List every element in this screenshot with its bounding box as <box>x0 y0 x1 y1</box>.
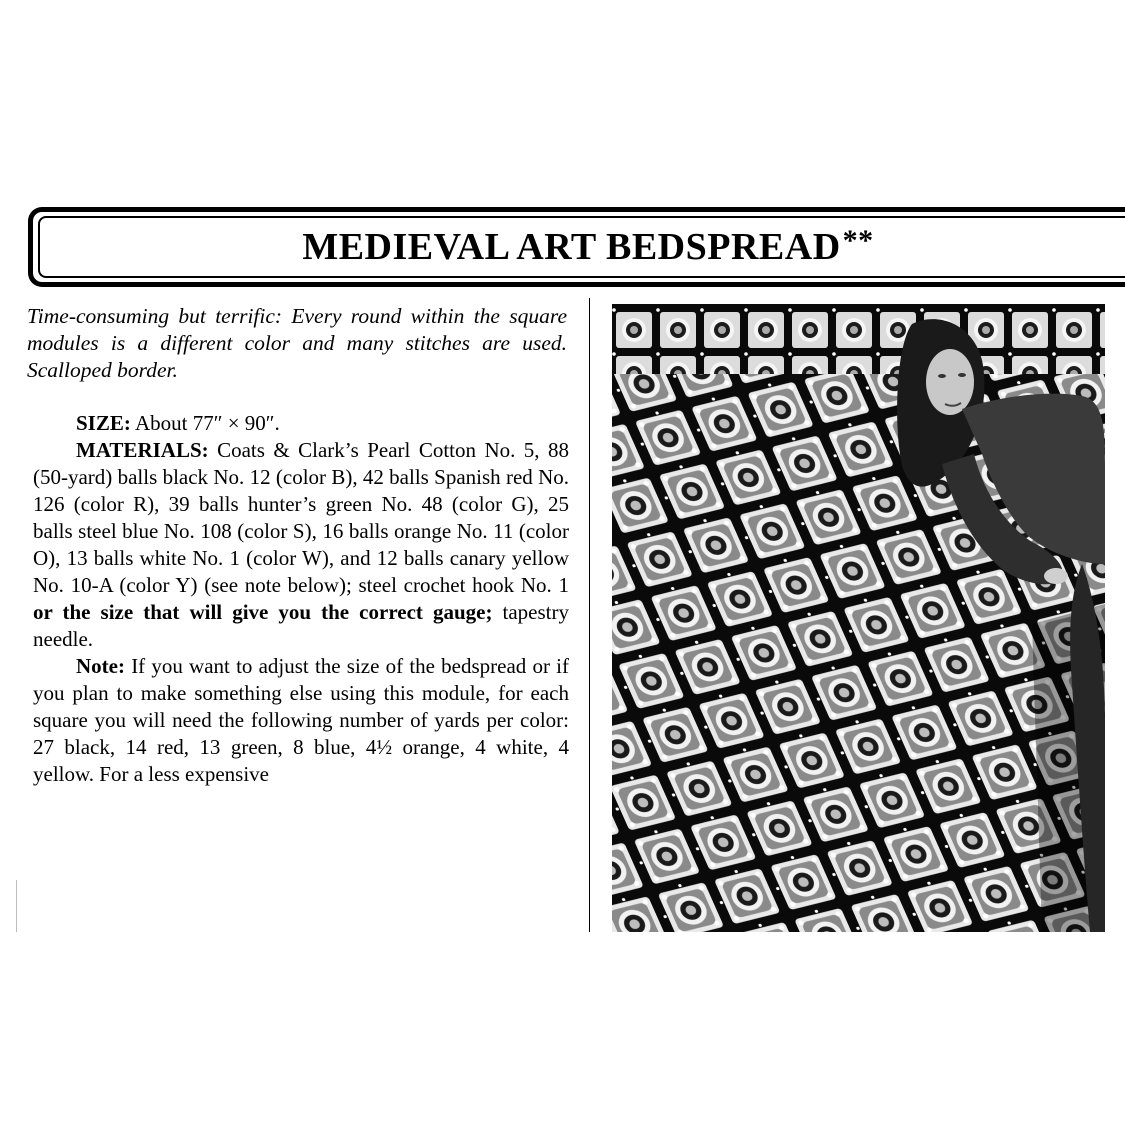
materials-label: MATERIALS: <box>76 438 209 462</box>
left-edge-rule <box>16 880 17 932</box>
materials-text-end: tapestry needle. <box>33 600 569 651</box>
materials-paragraph <box>33 437 569 653</box>
materials-text: Coats & Clark’s Pearl Cotton No. 5, 88 (50-yard) balls black No. 12 (color B), 42 balls Spanish red No. 126 (color R), 39 balls hunter’s green No. 48 (color G), 25 balls steel blue No. 108 (color S), 16 balls orange No. 11 (color O), 13 balls white No. 1 (color W), and 12 balls canary yellow No. 10-A (color Y) (see note below); steel crochet hook No. 1 <box>33 438 570 597</box>
intro-blurb <box>27 303 567 384</box>
difficulty-stars: ** <box>842 224 874 257</box>
column-divider <box>589 298 590 932</box>
note-paragraph <box>33 653 569 788</box>
size-text: About 77″ × 90″. <box>134 411 280 435</box>
bedspread-photo <box>612 304 1105 932</box>
materials-gauge-note: or the size that will give you the correct gauge; <box>33 600 493 624</box>
note-text: If you want to adjust the size of the bedspread or if you plan to make something else using this module, for each square you will need the following number of yards per color: 27 black, 14 red, 13 green, 8 blue, 4½ orange, 4 white, 4 yellow. For a less expensive <box>33 654 569 786</box>
page-title <box>38 216 1125 278</box>
size-label: SIZE: <box>76 411 131 435</box>
intro-text: Time-consuming but terrific: Every round within the square modules is a different color and many stitches are used. Scalloped border. <box>27 304 567 382</box>
instructions-column <box>33 410 569 788</box>
note-label: Note: <box>76 654 125 678</box>
bedspread-photo-illustration <box>612 304 1105 932</box>
size-paragraph <box>33 410 569 437</box>
title-text: MEDIEVAL ART BEDSPREAD <box>302 226 841 268</box>
